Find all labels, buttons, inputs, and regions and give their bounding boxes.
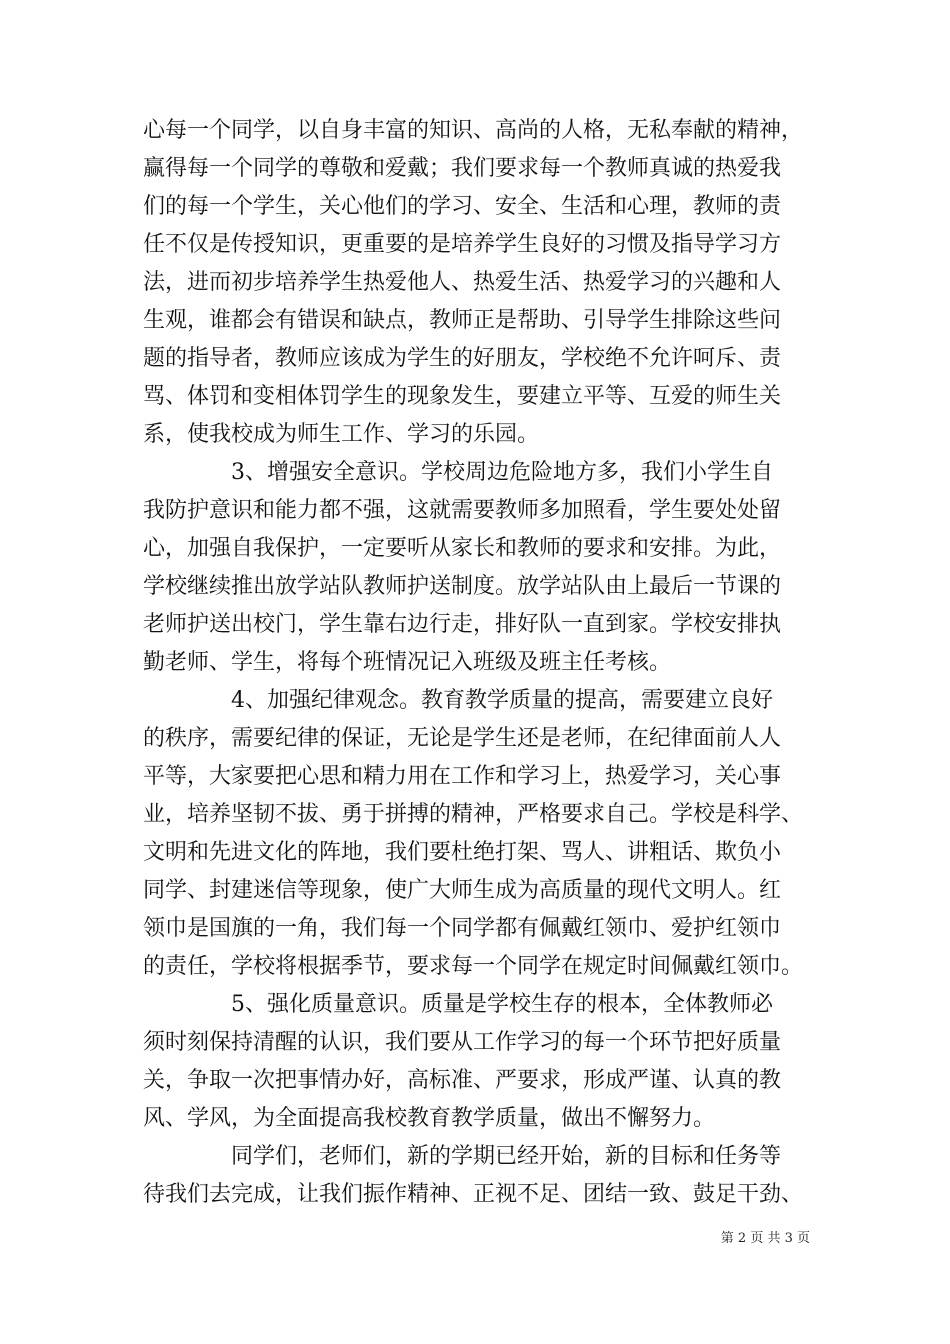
body-text [143,112,813,1214]
text-line: 系，使我校成为师生工作、学习的乐园。 [143,422,540,447]
text-line: 关，争取一次把事情办好，高标准、严要求，形成严谨、认真的教 [143,1068,782,1093]
text-line: 赢得每一个同学的尊敬和爱戴；我们要求每一个教师真诚的热爱我 [143,156,782,181]
text-line: 学校继续推出放学站队教师护送制度。放学站队由上最后一节课的 [143,574,782,599]
text-line: 的责任，学校将根据季节，要求每一个同学在规定时间佩戴红领巾。 [143,954,804,979]
text-line: 骂、体罚和变相体罚学生的现象发生，要建立平等、互爱的师生关 [143,384,782,409]
text-line: 4、加强纪律观念。教育教学质量的提高，需要建立良好 [143,688,773,713]
text-line: 3、增强安全意识。学校周边危险地方多，我们小学生自 [143,460,773,485]
text-line: 5、强化质量意识。质量是学校生存的根本，全体教师必 [143,992,773,1017]
text-line: 法，进而初步培养学生热爱他人、热爱生活、热爱学习的兴趣和人 [143,270,782,295]
text-line: 题的指导者，教师应该成为学生的好朋友，学校绝不允许呵斥、责 [143,346,782,371]
text-line: 同学、封建迷信等现象，使广大师生成为高质量的现代文明人。红 [143,878,782,903]
text-line: 们的每一个学生，关心他们的学习、安全、生活和心理，教师的责 [143,194,782,219]
text-line: 的秩序，需要纪律的保证，无论是学生还是老师，在纪律面前人人 [143,726,782,751]
text-line: 老师护送出校门，学生靠右边行走，排好队一直到家。学校安排执 [143,612,782,637]
text-line: 心，加强自我保护，一定要听从家长和教师的要求和安排。为此， [143,536,782,561]
text-line: 生观，谁都会有错误和缺点，教师正是帮助、引导学生排除这些问 [143,308,782,333]
text-line: 勤老师、学生，将每个班情况记入班级及班主任考核。 [143,650,672,675]
text-line: 文明和先进文化的阵地，我们要杜绝打架、骂人、讲粗话、欺负小 [143,840,782,865]
text-line: 须时刻保持清醒的认识，我们要从工作学习的每一个环节把好质量 [143,1030,782,1055]
page-number-footer: 第 2 页 共 3 页 [720,1231,810,1246]
text-line: 同学们，老师们，新的学期已经开始，新的目标和任务等 [143,1144,782,1169]
text-line: 风、学风，为全面提高我校教育教学质量，做出不懈努力。 [143,1106,716,1131]
text-line: 待我们去完成，让我们振作精神、正视不足、团结一致、鼓足干劲、 [143,1182,804,1207]
text-line: 领巾是国旗的一角，我们每一个同学都有佩戴红领巾、爱护红领巾 [143,916,782,941]
text-line: 平等，大家要把心思和精力用在工作和学习上，热爱学习，关心事 [143,764,782,789]
text-line: 任不仅是传授知识，更重要的是培养学生良好的习惯及指导学习方 [143,232,782,257]
text-line: 心每一个同学，以自身丰富的知识、高尚的人格，无私奉献的精神， [143,118,804,143]
text-line: 我防护意识和能力都不强，这就需要教师多加照看，学生要处处留 [143,498,782,523]
text-line: 业，培养坚韧不拔、勇于拼搏的精神，严格要求自己。学校是科学、 [143,802,804,827]
